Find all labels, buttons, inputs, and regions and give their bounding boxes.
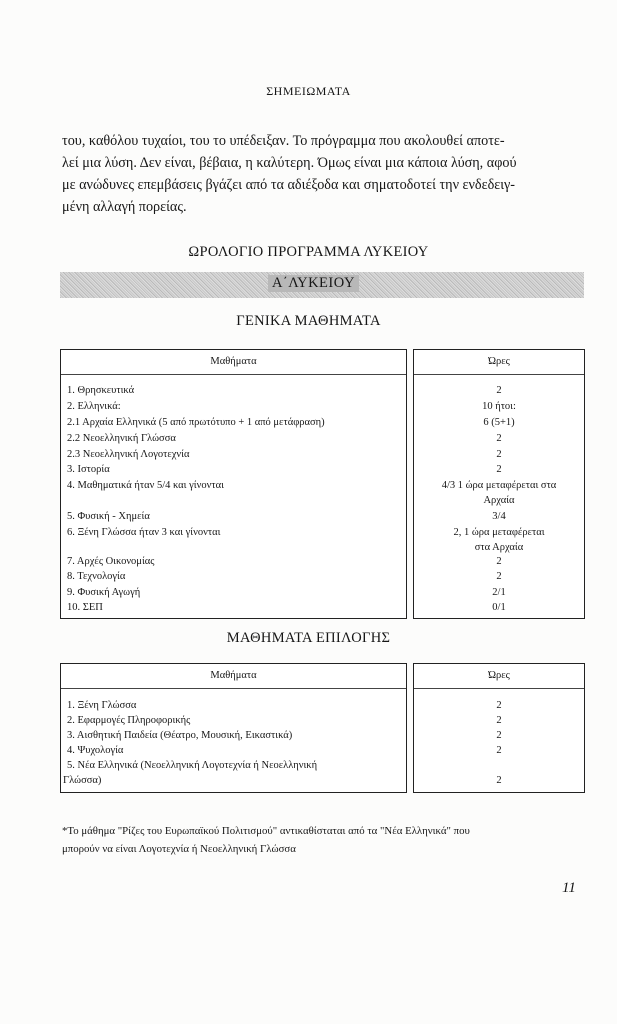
section-title: ΩΡΟΛΟΓΙΟ ΠΡΟΓΡΑΜΜΑ ΛΥΚΕΙΟΥ <box>188 244 429 260</box>
grade-band-label: Α΄ΛΥΚΕΙΟΥ <box>268 275 359 292</box>
subject-row: 2.1 Αρχαία Ελληνικά (5 από πρωτότυπο + 1 από μετάφραση) <box>67 417 325 428</box>
hours-cell: 2 <box>496 715 502 726</box>
divider <box>414 688 584 689</box>
footnote-line: μπορούν να είναι Λογοτεχνία ή Νεοελληνική Γλώσσα <box>62 843 296 855</box>
hours-cell: 0/1 <box>492 602 506 613</box>
hours-cell: 4/3 1 ώρα μεταφέρεται στα <box>441 480 557 491</box>
subject-row: 9. Φυσική Αγωγή <box>67 587 141 598</box>
hours-cell: 2 <box>496 571 502 582</box>
hours-cell: στα Αρχαία <box>474 542 524 553</box>
subject-row: 4. Μαθηματικά ήταν 5/4 και γίνονται <box>67 480 224 491</box>
subject-row: 8. Τεχνολογία <box>67 571 126 582</box>
hours-cell: 3/4 <box>492 511 506 522</box>
subject-row: 7. Αρχές Οικονομίας <box>67 556 155 567</box>
divider <box>61 374 406 375</box>
hours-cell: 2 <box>496 700 502 711</box>
hours-cell: 10 ήτοι: <box>482 401 516 412</box>
hours-cell: 2, 1 ώρα μεταφέρεται <box>453 527 545 538</box>
elective-hours-box <box>413 663 585 793</box>
hours-cell: 2 <box>496 556 502 567</box>
hours-cell: 2 <box>496 730 502 741</box>
hours-cell: 2 <box>496 464 502 475</box>
general-hours-header: Ώρες <box>488 356 510 367</box>
intro-line: μένη αλλαγή πορείας. <box>62 199 187 215</box>
subject-row: 10. ΣΕΠ <box>67 602 103 613</box>
hours-cell: 2 <box>496 745 502 756</box>
divider <box>414 374 584 375</box>
hours-cell: 2 <box>496 449 502 460</box>
intro-line: λεί μια λύση. Δεν είναι, βέβαια, η καλύτερη. Όμως είναι μια κάποια λύση, αφού <box>62 155 517 171</box>
subject-row: 6. Ξένη Γλώσσα ήταν 3 και γίνονται <box>67 527 221 538</box>
page-number: 11 <box>562 880 576 896</box>
general-subjects-box <box>60 349 407 619</box>
subject-row: 1. Θρησκευτικά <box>67 385 135 396</box>
hours-cell: 2 <box>496 385 502 396</box>
hours-cell: 6 (5+1) <box>483 417 515 428</box>
footnote-line: *Το μάθημα "Ρίζες του Ευρωπαϊκού Πολιτισμού" αντικαθίσταται από τα "Νέα Ελληνικά" που <box>62 825 470 837</box>
subject-row: 2.3 Νεοελληνική Λογοτεχνία <box>67 449 190 460</box>
elective-subjects-header: Μαθήματα <box>210 670 257 681</box>
subject-row: 5. Φυσική - Χημεία <box>67 511 150 522</box>
intro-line: με ανώδυνες επεμβάσεις βγάζει από τα αδιέξοδα και σηματοδοτεί την ενδεδειγ- <box>62 177 516 193</box>
elective-subjects-box <box>60 663 407 793</box>
subject-row: 3. Ιστορία <box>67 464 110 475</box>
subject-row: 1. Ξένη Γλώσσα <box>67 700 137 711</box>
general-subjects-header: Μαθήματα <box>210 356 257 367</box>
general-hours-box <box>413 349 585 619</box>
general-subjects-title: ΓΕΝΙΚΑ ΜΑΘΗΜΑΤΑ <box>236 313 381 329</box>
hours-cell: 2/1 <box>492 587 506 598</box>
elective-hours-header: Ώρες <box>488 670 510 681</box>
elective-subjects-title: ΜΑΘΗΜΑΤΑ ΕΠΙΛΟΓΗΣ <box>226 630 391 646</box>
grade-band <box>60 272 584 298</box>
hours-cell: 2 <box>496 433 502 444</box>
subject-row: 2.2 Νεοελληνική Γλώσσα <box>67 433 176 444</box>
subject-row: 3. Αισθητική Παιδεία (Θέατρο, Μουσική, Εικαστικά) <box>67 730 293 741</box>
subject-row: 2. Ελληνικά: <box>67 401 121 412</box>
footnote <box>62 822 582 858</box>
subject-row: 2. Εφαρμογές Πληροφορικής <box>67 715 191 726</box>
hours-cell: Αρχαία <box>483 495 515 506</box>
running-head: ΣΗΜΕΙΩΜΑΤΑ <box>266 84 351 98</box>
subject-row: 5. Νέα Ελληνικά (Νεοελληνική Λογοτεχνία ή Νεοελληνική <box>67 760 318 771</box>
intro-line: του, καθόλου τυχαίοι, του το υπέδειξαν. Το πρόγραμμα που ακολουθεί αποτε- <box>62 133 505 149</box>
subject-row: 4. Ψυχολογία <box>67 745 124 756</box>
intro-paragraph <box>62 130 582 218</box>
divider <box>61 688 406 689</box>
subject-row: Γλώσσα) <box>63 775 102 786</box>
hours-cell: 2 <box>496 775 502 786</box>
